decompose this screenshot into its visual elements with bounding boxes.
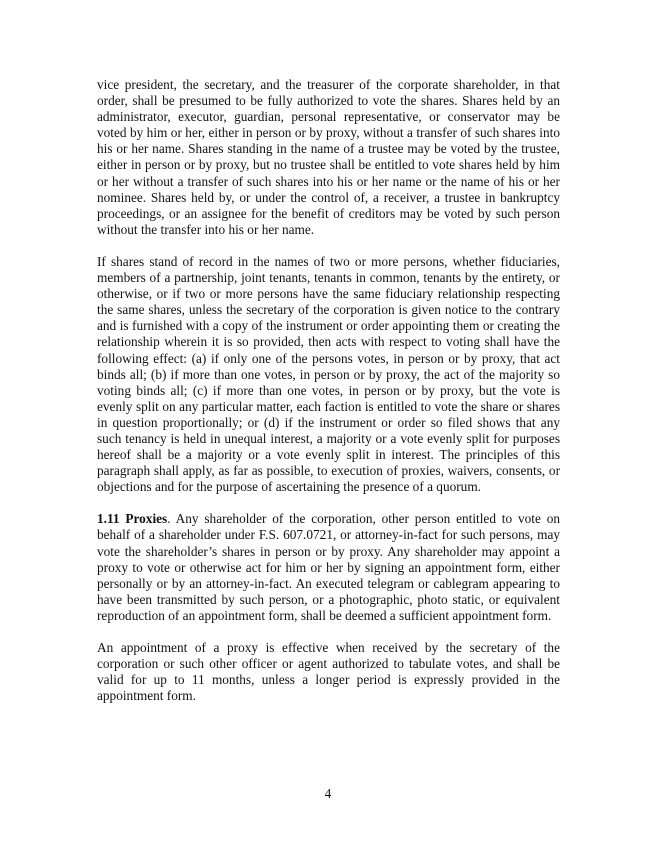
paragraph-proxy-appointment [97, 640, 560, 704]
paragraph-text: If shares stand of record in the names of two or more persons, whether fiduciaries, members of a partnership, joint tenants, tenants in common, tenants by the entirety, or otherwise, or if two or more persons have the same fiduciary relationship respecting the same shares, unless the secretary of the corporation is given notice to the contrary and is furnished with a copy of the instrument or order appointing them or creating the relationship wherein it is so provided, then acts with respect to voting shall have the following effect: (a) if only one of the persons votes, in person or by proxy, that act binds all; (b) if more than one votes, in person or by proxy, the act of the majority so voting binds all; (c) if more than one votes, in person or by proxy, but the vote is evenly split on any particular matter, each faction is entitled to vote the share or shares in question proportionally; or (d) if the instrument or order so filed shows that any such tenancy is held in unequal interest, a majority or a vote evenly split for purposes hereof shall be a majority or a vote evenly split in interest. The principles of this paragraph shall apply, as far as possible, to execution of proxies, waivers, consents, or objections and for the purpose of ascertaining the presence of a quorum. [97, 253, 560, 495]
paragraph-text: vice president, the secretary, and the treasurer of the corporate shareholder, in that order, shall be presumed to be fully authorized to vote the shares. Shares held by an administrator, executor, guardian, personal representative, or conservator may be voted by him or her, either in person or by proxy, without a transfer of such shares into his or her name. Shares standing in the name of a trustee may be voted by the trustee, either in person or by proxy, but no trustee shall be entitled to vote shares held by him or her without a transfer of such shares into his or her name or the name of his or her nominee. Shares held by, or under the control of, a receiver, a trustee in bankruptcy proceedings, or an assignee for the benefit of creditors may be voted by such person without the transfer into his or her name. [97, 77, 560, 237]
paragraph-text: An appointment of a proxy is effective when received by the secretary of the corporation or such other officer or agent authorized to tabulate votes, and shall be valid for up to 11 months, unless a longer period is expressly provided in the appointment form. [97, 640, 560, 704]
paragraph-joint-ownership [97, 254, 560, 495]
page-number: 4 [324, 786, 332, 801]
paragraph-text: . Any shareholder of the corporation, other person entitled to vote on behalf of a shareholder under F.S. 607.0721, or attorney-in-fact for such persons, may vote the shareholder’s shares in person or by proxy. Any shareholder may appoint a proxy to vote or otherwise act for him or her by signing an appointment form, either personally or by an attorney-in-fact. An executed telegram or cablegram appearing to have been transmitted by such person, or a photographic, photo static, or equivalent reproduction of an appointment form, shall be deemed a sufficient appointment form. [97, 511, 560, 623]
section-heading: 1.11 Proxies [97, 511, 168, 527]
paragraph-voting-authority [97, 77, 560, 238]
paragraph-proxies [97, 511, 560, 624]
document-page [97, 77, 560, 704]
